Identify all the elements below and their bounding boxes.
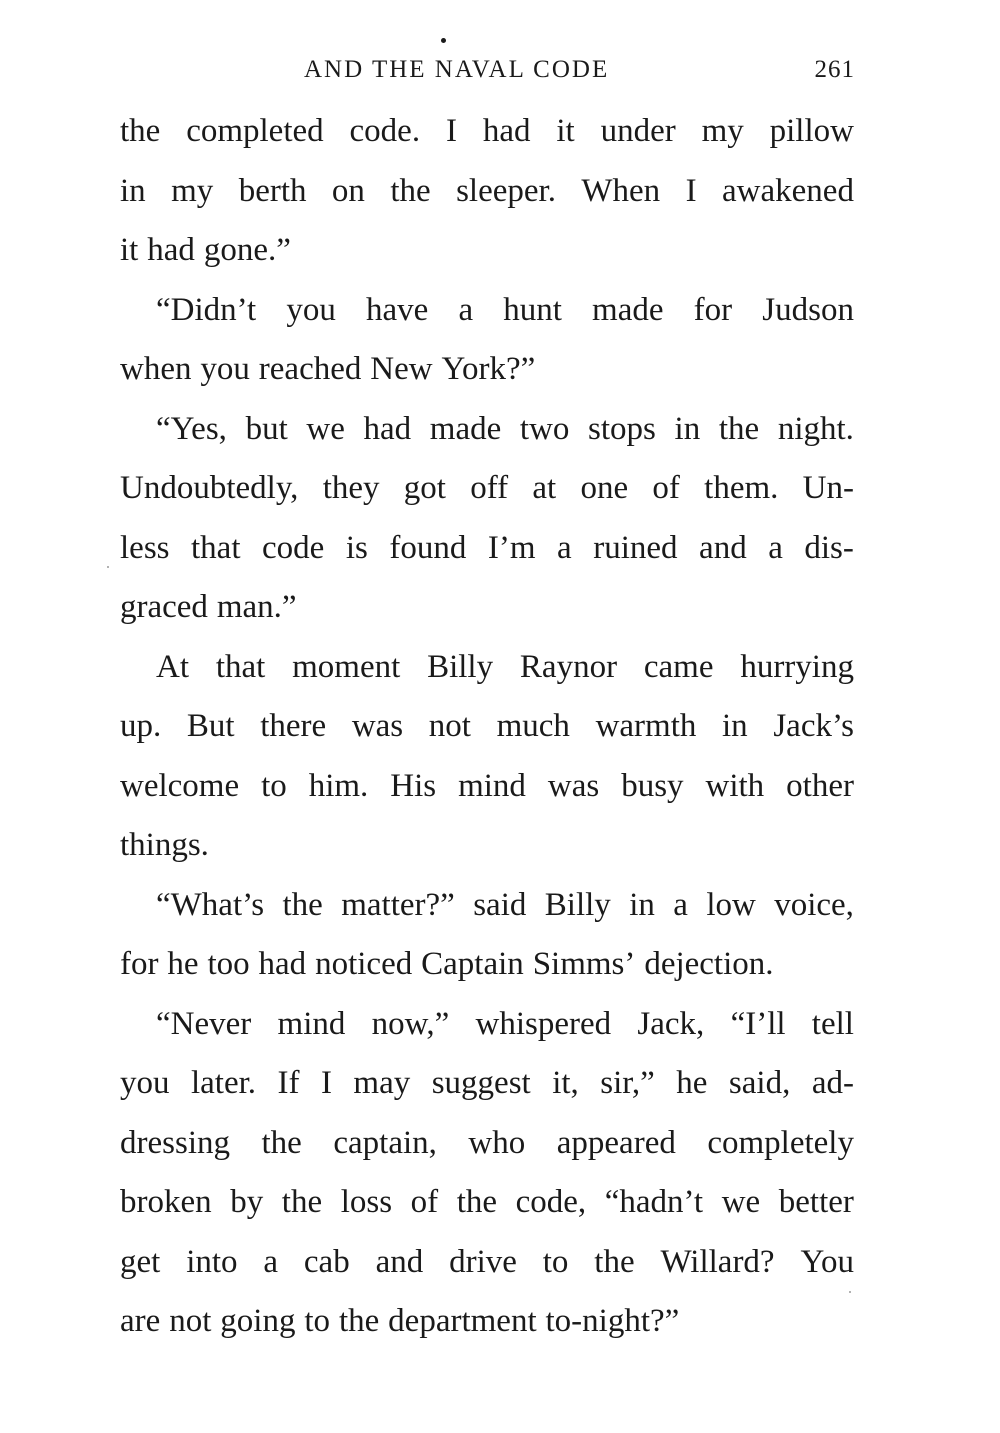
word: got — [403, 470, 446, 506]
text-line — [120, 459, 854, 519]
word: Captain — [421, 946, 524, 982]
word: to — [542, 1243, 569, 1280]
word: by — [230, 1184, 264, 1220]
word: that — [215, 648, 266, 685]
running-title: AND THE NAVAL CODE — [304, 56, 610, 83]
word: have — [366, 291, 429, 328]
word: captain, — [333, 1124, 437, 1161]
word: it — [120, 232, 139, 268]
text-line — [120, 638, 854, 698]
word: ruined — [593, 529, 678, 566]
text-line — [120, 1292, 854, 1352]
word: suggest — [431, 1065, 531, 1101]
word: you — [200, 351, 250, 387]
word: Billy — [427, 648, 494, 685]
word: under — [600, 113, 676, 149]
word: New — [370, 351, 433, 387]
word: mind — [458, 767, 526, 804]
word: department — [388, 1303, 537, 1339]
word: at — [532, 470, 557, 506]
word: it — [556, 113, 575, 149]
word: ad- — [811, 1065, 854, 1101]
page-number: 261 — [814, 56, 855, 83]
word: for — [120, 946, 159, 982]
word: “Yes, — [156, 410, 227, 447]
word: may — [353, 1065, 411, 1101]
word: now,” — [371, 1005, 450, 1042]
word: are — [120, 1303, 161, 1339]
word: stops — [588, 410, 656, 447]
word: Willard? — [660, 1243, 775, 1280]
word: the — [261, 1124, 302, 1161]
word: awakened — [722, 172, 854, 209]
word: York?” — [441, 351, 536, 387]
word: Billy — [544, 886, 611, 923]
word: Raynor — [519, 648, 618, 685]
text-line — [120, 400, 854, 460]
word: night. — [777, 410, 854, 447]
word: busy — [621, 767, 684, 804]
word: on — [331, 172, 365, 209]
word: not — [169, 1303, 212, 1339]
word: completely — [707, 1124, 854, 1161]
word: You — [800, 1243, 854, 1280]
word: he — [676, 1065, 708, 1101]
word: to-night?” — [545, 1303, 680, 1339]
word: Simms’ — [532, 946, 636, 982]
word: who — [468, 1124, 526, 1161]
word: had — [482, 113, 531, 149]
word: a — [557, 529, 572, 566]
word: If — [277, 1065, 300, 1101]
word: When — [581, 172, 661, 209]
text-line — [120, 102, 854, 162]
word: had — [147, 232, 195, 268]
word: I — [445, 113, 457, 149]
word: code — [262, 529, 325, 566]
body-text — [120, 102, 854, 1352]
word: much — [496, 708, 570, 744]
word: him. — [308, 767, 369, 804]
word: to — [261, 767, 287, 804]
word: sleeper. — [456, 172, 556, 209]
word: them. — [704, 470, 779, 506]
word: in — [674, 410, 701, 447]
word: better — [778, 1184, 854, 1220]
word: get — [120, 1243, 161, 1280]
printer-mark — [441, 38, 446, 43]
word: a — [458, 291, 474, 328]
word: welcome — [120, 767, 240, 804]
word: you — [120, 1065, 170, 1101]
word: things. — [120, 827, 209, 863]
word: graced — [120, 589, 208, 625]
word: low — [706, 886, 756, 923]
word: was — [547, 767, 600, 804]
word: the — [718, 410, 760, 447]
word: the — [338, 1303, 380, 1339]
text-line — [120, 1233, 854, 1293]
word: my — [701, 113, 744, 149]
word: code. — [349, 113, 421, 149]
word: other — [786, 767, 854, 804]
word: was — [351, 708, 404, 744]
word: Un- — [802, 470, 854, 506]
word: two — [519, 410, 570, 447]
word: dis- — [804, 529, 854, 566]
word: made — [429, 410, 502, 447]
word: had — [363, 410, 412, 447]
word: mind — [277, 1005, 346, 1042]
word: is — [345, 529, 368, 566]
word: made — [592, 291, 664, 328]
word: voice, — [774, 886, 854, 923]
word: Judson — [762, 291, 854, 328]
text-line — [120, 697, 854, 757]
word: I’m — [487, 529, 536, 566]
paper-speck — [849, 1291, 851, 1293]
word: But — [186, 708, 235, 744]
word: said — [473, 886, 527, 923]
word: Jack, — [637, 1005, 705, 1042]
text-line — [120, 281, 854, 341]
word: in — [120, 172, 146, 209]
word: hunt — [503, 291, 562, 328]
word: hurrying — [740, 648, 854, 685]
word: to — [304, 1303, 331, 1339]
word: sir,” — [600, 1065, 655, 1101]
text-line — [120, 876, 854, 936]
word: a — [768, 529, 783, 566]
word: less — [120, 529, 170, 566]
word: it, — [552, 1065, 579, 1101]
text-line — [120, 1054, 854, 1114]
word: of — [652, 470, 680, 506]
word: broken — [120, 1184, 212, 1220]
word: in — [629, 886, 655, 923]
word: code, — [515, 1184, 587, 1220]
word: “What’s — [156, 886, 265, 923]
paper-speck — [107, 566, 109, 568]
word: the — [456, 1184, 498, 1220]
word: one — [580, 470, 629, 506]
word: loss — [340, 1184, 393, 1220]
word: drive — [449, 1243, 517, 1280]
word: tell — [811, 1005, 854, 1042]
word: said, — [728, 1065, 791, 1101]
word: the — [282, 886, 323, 923]
word: Undoubtedly, — [120, 470, 299, 506]
text-line — [120, 1173, 854, 1233]
word: warmth — [595, 708, 697, 744]
word: “hadn’t — [604, 1184, 704, 1220]
word: cab — [303, 1243, 350, 1280]
word: for — [693, 291, 733, 328]
word: into — [186, 1243, 238, 1280]
word: found — [389, 529, 467, 566]
word: moment — [292, 648, 401, 685]
word: man.” — [216, 589, 297, 625]
word: the — [594, 1243, 635, 1280]
word: berth — [238, 172, 307, 209]
word: and — [699, 529, 747, 566]
word: and — [375, 1243, 424, 1280]
word: appeared — [556, 1124, 676, 1161]
text-line — [120, 995, 854, 1055]
word: there — [260, 708, 327, 744]
running-header — [120, 52, 855, 88]
text-line — [120, 519, 854, 579]
word: that — [191, 529, 241, 566]
text-line — [120, 162, 854, 222]
word: had — [258, 946, 307, 982]
text-line — [120, 935, 854, 995]
word: noticed — [315, 946, 413, 982]
word: Jack’s — [773, 708, 854, 744]
word: completed — [186, 113, 324, 149]
word: up. — [120, 708, 162, 744]
word: gone.” — [203, 232, 291, 268]
word: “Didn’t — [156, 291, 257, 328]
text-line — [120, 578, 854, 638]
word: the — [281, 1184, 323, 1220]
text-line — [120, 1114, 854, 1174]
word: dejection. — [644, 946, 774, 982]
word: “I’ll — [730, 1005, 786, 1042]
word: I — [685, 172, 697, 209]
word: they — [322, 470, 380, 506]
word: came — [643, 648, 714, 685]
word: of — [410, 1184, 439, 1220]
word: going — [220, 1303, 296, 1339]
word: you — [286, 291, 336, 328]
word: dressing — [120, 1124, 230, 1161]
word: reached — [258, 351, 362, 387]
word: “Never — [156, 1005, 252, 1042]
word: with — [705, 767, 765, 804]
word: I — [320, 1065, 332, 1101]
word: we — [721, 1184, 761, 1220]
word: he — [167, 946, 199, 982]
word: in — [722, 708, 748, 744]
word: a — [263, 1243, 279, 1280]
word: when — [120, 351, 192, 387]
word: off — [470, 470, 509, 506]
word: At — [156, 648, 189, 685]
text-line — [120, 816, 854, 876]
word: my — [171, 172, 214, 209]
word: but — [245, 410, 288, 447]
word: too — [207, 946, 250, 982]
word: whispered — [475, 1005, 612, 1042]
text-line — [120, 757, 854, 817]
word: later. — [190, 1065, 257, 1101]
text-line — [120, 221, 854, 281]
word: pillow — [769, 113, 854, 149]
word: the — [120, 113, 161, 149]
word: not — [428, 708, 471, 744]
word: we — [306, 410, 345, 447]
word: His — [390, 767, 437, 804]
word: a — [673, 886, 688, 923]
word: the — [390, 172, 431, 209]
word: matter?” — [341, 886, 455, 923]
text-line — [120, 340, 854, 400]
